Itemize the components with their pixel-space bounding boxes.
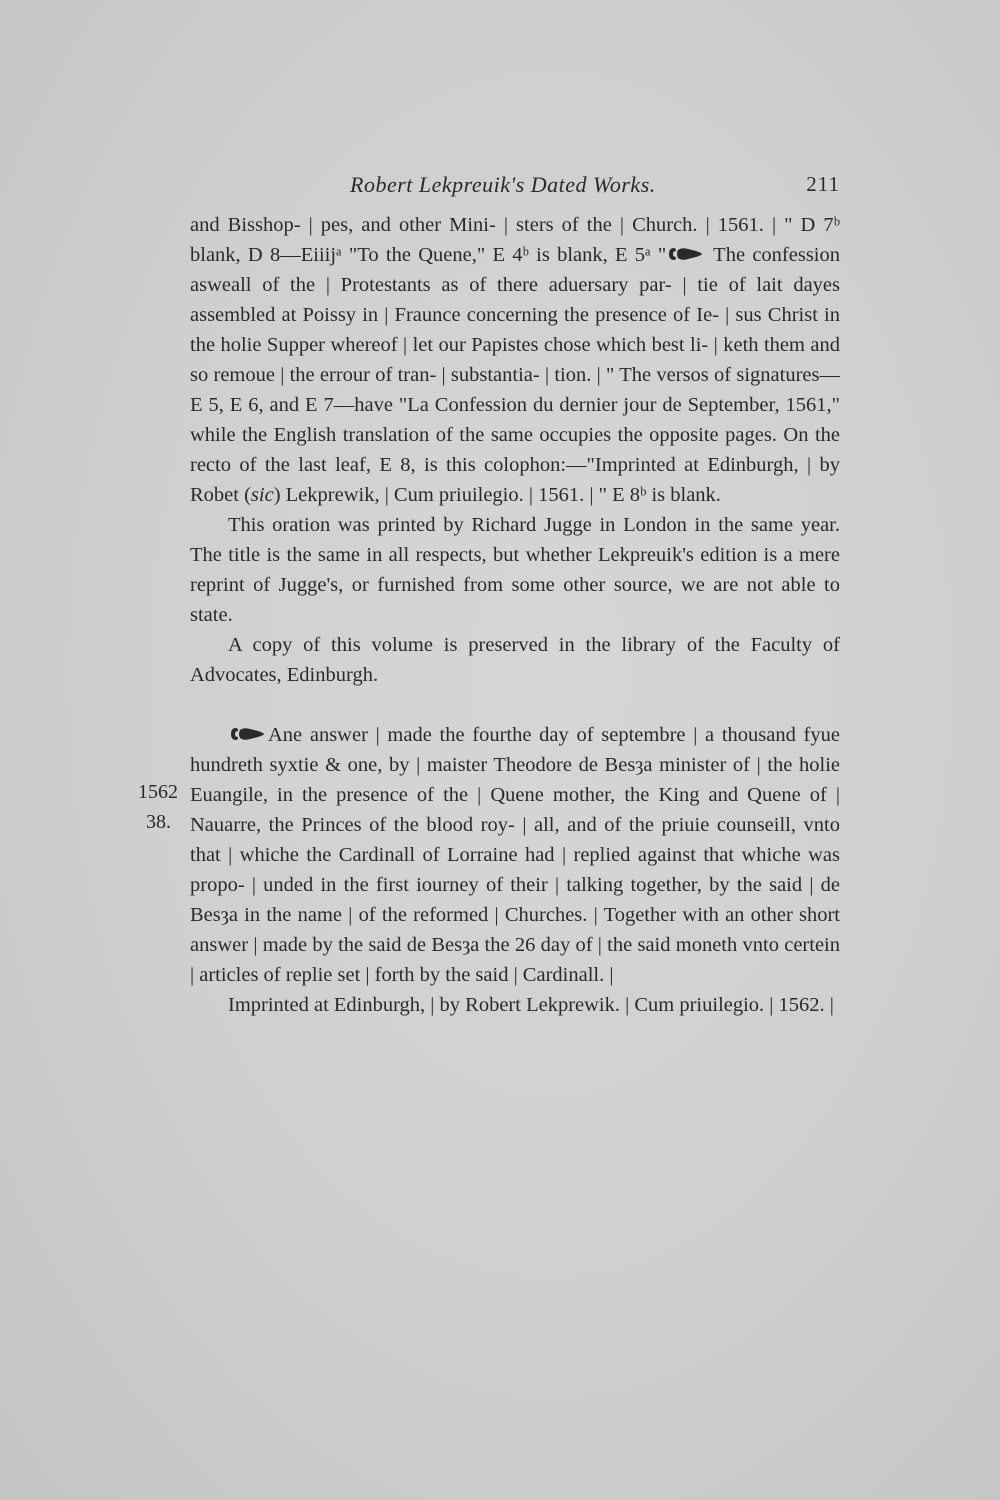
paragraph-copy-location: A copy of this volume is preserved in the library of the Faculty of Advocates, Edinburgh. bbox=[190, 634, 840, 686]
page-number: 211 bbox=[806, 172, 840, 196]
entry-imprint: Imprinted at Edinburgh, | by Robert Lekprewik. | Cum priuilegio. | 1562. | bbox=[228, 994, 834, 1016]
manicule-icon bbox=[228, 725, 266, 743]
paragraph-continuation bbox=[190, 210, 840, 510]
sic-note: sic bbox=[250, 484, 274, 506]
entry-title bbox=[190, 720, 840, 990]
paragraph-text-1c: ) Lekprewik, | Cum priuilegio. | 1561. | " E 8ᵇ is blank. bbox=[273, 484, 721, 506]
entry-title-text: Ane answer | made the fourthe day of septembre | a thousand fyue hundreth syxtie & one, by | maister Theodore de Besȝa minister of | the holie Euangile, in the presence of the | Quene mother, the King and Quene of | Nauarre, the Princes of the blood roy- | all, and of the priuie counseill, vnto that | whiche the Cardinall of Lorraine had | replied against that whiche was propo- | unded in the first iourney of their | talking together, by the said | de Besȝa in the name | of the reformed | Churches. | Together with an other short answer | made by the said de Besȝa the 26 day of | the said moneth vnto certein | articles of replie set | forth by the said | Cardinall. | bbox=[190, 724, 840, 986]
paragraph-text-1a: and Bisshop- | pes, and other Mini- | sters of the | Church. | 1561. | " D 7ᵇ blank, D 8—Eiiijᵃ "To the Quene," E 4ᵇ is blank, E 5ᵃ " bbox=[190, 214, 840, 266]
paragraph-oration: This oration was printed by Richard Jugge in London in the same year. The title is the same in all respects, but whether Lekpreuik's edition is a mere reprint of Jugge's, or furnished from some other source, we are not able to state. bbox=[190, 514, 840, 626]
manicule-icon bbox=[666, 245, 704, 263]
paragraph-text-1b: The confession asweall of the | Protestants as of there aduersary par- | tie of lait dayes assembled at Poissy in | Fraunce concerning the presence of Ie- | sus Christ in the holie Supper whereof | let our Papistes chose which best li- | keth them and so remoue | the errour of tran- | substantia- | tion. | " The versos of signatures—E 5, E 6, and E 7—have "La Confession du dernier jour de September, 1561," while the English translation of the same occupies the opposite pages. On the recto of the last leaf, E 8, is this colophon:—"Imprinted at Edinburgh, | by Robet ( bbox=[190, 244, 840, 506]
margin-entry-number: 38. bbox=[146, 811, 171, 833]
margin-year: 1562 bbox=[138, 781, 178, 803]
page-header bbox=[190, 172, 840, 202]
running-title: Robert Lekpreuik's Dated Works. bbox=[350, 172, 656, 197]
page-body bbox=[190, 210, 840, 1020]
